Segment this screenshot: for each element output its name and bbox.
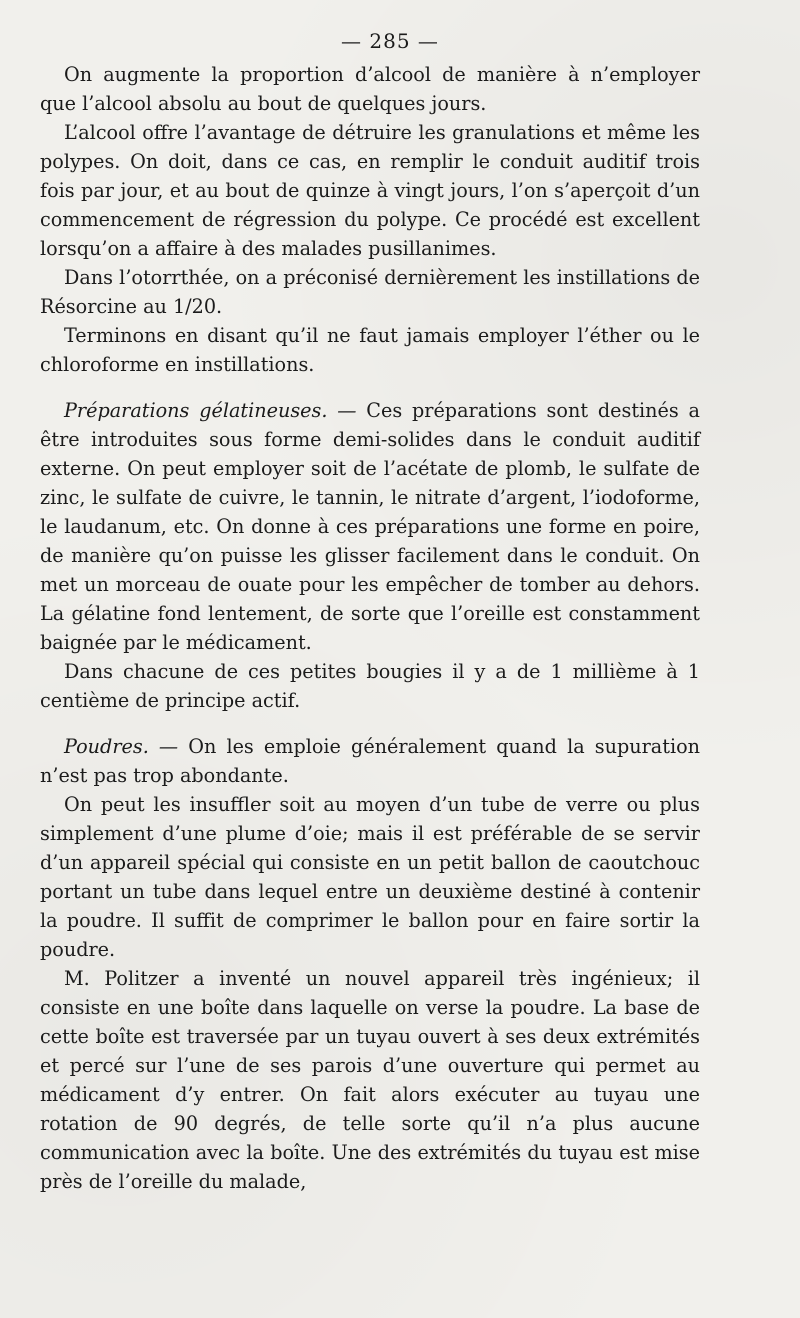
section-preparations-gelatineuses xyxy=(40,396,700,657)
document-body xyxy=(40,60,700,1196)
paragraph-text: M. Politzer a inventé un nouvel appareil très ingénieux; il consiste en une boîte dans laquelle on verse la poudre. La base de cette boîte est traversée par un tuyau ouvert à ses deux extrémités et percé sur l’une de ses parois d’une ouverture qui permet au médicament d’y entrer. On fait alors exécuter au tuyau une rotation de 90 degrés, de telle sorte qu’il n’a plus aucune communication avec la boîte. Une des extrémités du tuyau est mise près de l’oreille du malade, xyxy=(40,967,700,1193)
paragraph-text: Dans chacune de ces petites bougies il y a de 1 millième à 1 centième de principe actif. xyxy=(40,660,700,712)
section-heading: Préparations gélatineuses. — xyxy=(64,399,357,422)
paragraph-text: On les emploie généralement quand la supuration n’est pas trop abondante. xyxy=(40,735,700,787)
paragraph-alcool-proportion xyxy=(40,60,700,118)
paragraph-insuffler xyxy=(40,790,700,964)
paragraph-terminons xyxy=(40,321,700,379)
paragraph-text: On augmente la proportion d’alcool de manière à n’employer que l’alcool absolu au bout de quelques jours. xyxy=(40,63,700,115)
paragraph-otorrhee xyxy=(40,263,700,321)
paragraph-alcool-avantage xyxy=(40,118,700,263)
page-number: — 285 — xyxy=(341,29,439,53)
paragraph-text: Terminons en disant qu’il ne faut jamais employer l’éther ou le chloroforme en instillations. xyxy=(40,324,700,376)
paragraph-text: L’alcool offre l’avantage de détruire les granulations et même les polypes. On doit, dans ce cas, en remplir le conduit auditif trois fois par jour, et au bout de quinze à vingt jours, l’on s’aperçoit d’un commencement de régression du polype. Ce procédé est excellent lorsqu’on a affaire à des malades pusillanimes. xyxy=(40,121,700,260)
paragraph-text: Dans l’otorrthée, on a préconisé dernièrement les instillations de Résorcine au 1/20. xyxy=(40,266,700,318)
paragraph-text: Ces préparations sont destinés a être introduites sous forme demi-solides dans le conduit auditif externe. On peut employer soit de l’acétate de plomb, le sulfate de zinc, le sulfate de cuivre, le tannin, le nitrate d’argent, l’iodoforme, le laudanum, etc. On donne à ces préparations une forme en poire, de manière qu’on puisse les glisser facilement dans le conduit. On met un morceau de ouate pour les empêcher de tomber au dehors. La gélatine fond lentement, de sorte que l’oreille est constamment baignée par le médicament. xyxy=(40,399,700,654)
paragraph-bougies xyxy=(40,657,700,715)
section-heading: Poudres. — xyxy=(64,735,179,758)
paragraph-politzer xyxy=(40,964,700,1196)
section-poudres xyxy=(40,732,700,790)
paragraph-text: On peut les insuffler soit au moyen d’un tube de verre ou plus simplement d’une plume d’oie; mais il est préférable de se servir d’un appareil spécial qui consiste en un petit ballon de caoutchouc portant un tube dans lequel entre un deuxième destiné à contenir la poudre. Il suffit de comprimer le ballon pour en faire sortir la poudre. xyxy=(40,793,700,961)
